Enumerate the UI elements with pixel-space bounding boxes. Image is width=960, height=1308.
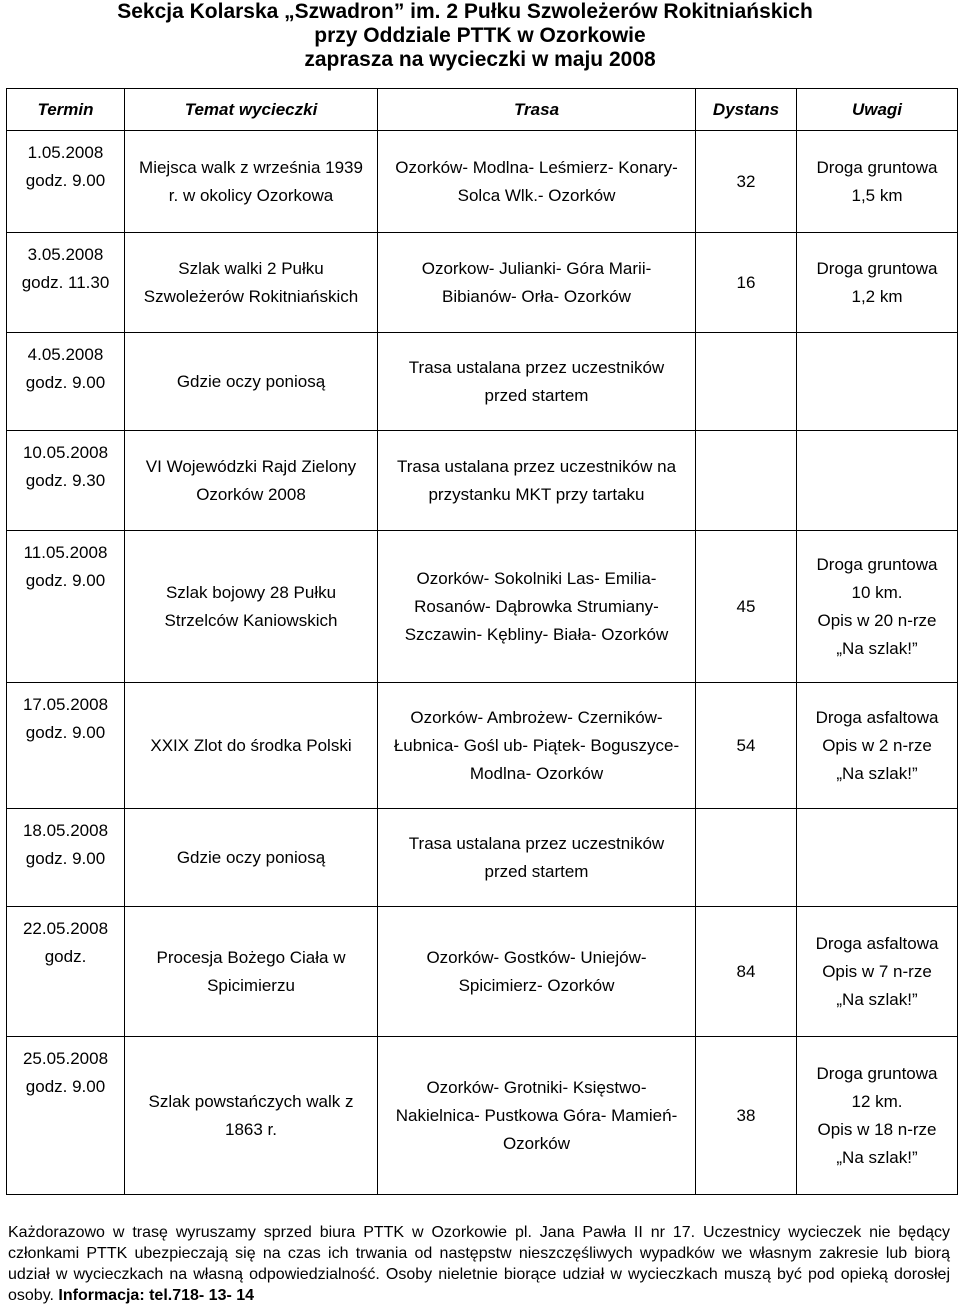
topic-line: Strzelców Kaniowskich: [164, 610, 338, 630]
note-line: Opis w 20 n-rze: [817, 610, 937, 630]
cell-termin: [7, 233, 125, 333]
cell-temat: [125, 809, 378, 907]
trip-time: godz. 9.00: [25, 849, 106, 868]
trip-date: 25.05.2008: [22, 1049, 109, 1068]
trip-date: 4.05.2008: [27, 345, 104, 364]
cell-trasa: [378, 233, 696, 333]
cell-temat: [125, 233, 378, 333]
route-line: Nakielnica- Pustkowa Góra- Mamień-: [395, 1105, 678, 1125]
trip-time: godz. 9.00: [25, 171, 106, 190]
cell-temat: [125, 683, 378, 809]
note-line: Droga gruntowa: [816, 1063, 938, 1083]
note-line: Droga gruntowa: [816, 258, 938, 278]
header-subtitle: przy Oddziale PTTK w Ozorkowie: [314, 24, 646, 47]
cell-uwagi: [797, 683, 958, 809]
cell-uwagi: [797, 233, 958, 333]
footer-contact-info: Informacja: tel.718- 13- 14: [58, 1287, 255, 1304]
cell-trasa: [378, 907, 696, 1037]
trip-date: 18.05.2008: [22, 821, 109, 840]
note-line: 1,2 km: [851, 286, 903, 306]
topic-line: XXIX Zlot do środka Polski: [150, 735, 352, 755]
cell-termin: [7, 907, 125, 1037]
note-line: Opis w 7 n-rze: [822, 961, 932, 981]
column-header-temat: Temat wycieczki: [125, 89, 378, 131]
cell-uwagi: [797, 531, 958, 683]
table-row: [7, 131, 958, 233]
note-line: Droga asfaltowa: [815, 707, 939, 727]
trip-time: godz. 9.00: [25, 723, 106, 742]
header-title: Sekcja Kolarska „Szwadron” im. 2 Pułku Szwoleżerów Rokitniańskich: [117, 0, 813, 23]
column-header-uwagi: Uwagi: [797, 89, 958, 131]
route-line: Ozorkow- Julianki- Góra Marii-: [421, 258, 652, 278]
topic-line: Szlak bojowy 28 Pułku: [165, 582, 337, 602]
route-line: Rosanów- Dąbrowka Strumiany-: [414, 596, 659, 616]
trip-time: godz. 9.30: [25, 471, 106, 490]
cell-dystans: [696, 431, 797, 531]
trips-table: [6, 88, 958, 1195]
trip-date: 17.05.2008: [22, 695, 109, 714]
trips-table-body: [7, 131, 958, 1195]
cell-termin: [7, 809, 125, 907]
cell-trasa: [378, 531, 696, 683]
column-header-trasa: Trasa: [378, 89, 696, 131]
cell-trasa: [378, 683, 696, 809]
table-row: [7, 233, 958, 333]
cell-temat: [125, 907, 378, 1037]
route-line: Modlna- Ozorków: [469, 763, 604, 783]
cell-temat: [125, 531, 378, 683]
cell-termin: [7, 333, 125, 431]
route-line: Łubnica- Gośl ub- Piątek- Boguszyce-: [393, 735, 680, 755]
footer-notice: [8, 1222, 950, 1306]
note-line: 10 km.: [851, 582, 903, 602]
page-header: [0, 0, 960, 72]
cell-termin: [7, 1037, 125, 1195]
cell-temat: [125, 431, 378, 531]
route-line: Ozorków: [502, 1133, 571, 1153]
cell-dystans: 32: [696, 131, 797, 233]
topic-line: r. w okolicy Ozorkowa: [168, 185, 334, 205]
route-line: Ozorków- Gostków- Uniejów-: [426, 947, 647, 967]
note-line: Droga asfaltowa: [815, 933, 939, 953]
trip-date: 3.05.2008: [27, 245, 104, 264]
topic-line: 1863 r.: [225, 1119, 277, 1139]
topic-line: Gdzie oczy poniosą: [176, 847, 326, 867]
table-header-row: [7, 89, 958, 131]
trip-date: 1.05.2008: [27, 143, 104, 162]
note-line: „Na szlak!”: [836, 1147, 918, 1167]
cell-dystans: [696, 809, 797, 907]
table-row: [7, 683, 958, 809]
route-line: Trasa ustalana przez uczestników: [408, 833, 665, 853]
note-line: Droga gruntowa: [816, 157, 938, 177]
cell-temat: [125, 333, 378, 431]
topic-line: Gdzie oczy poniosą: [176, 371, 326, 391]
cell-trasa: [378, 1037, 696, 1195]
note-line: „Na szlak!”: [836, 763, 918, 783]
note-line: 1,5 km: [851, 185, 903, 205]
route-line: przystanku MKT przy tartaku: [428, 484, 645, 504]
cell-uwagi: [797, 1037, 958, 1195]
route-line: Ozorków- Grotniki- Księstwo-: [426, 1077, 647, 1097]
table-row: [7, 809, 958, 907]
table-row: [7, 333, 958, 431]
route-line: Trasa ustalana przez uczestników na: [396, 456, 677, 476]
note-line: „Na szlak!”: [836, 989, 918, 1009]
topic-line: Szlak walki 2 Pułku: [178, 258, 324, 278]
note-line: Droga gruntowa: [816, 554, 938, 574]
cell-dystans: 84: [696, 907, 797, 1037]
trip-time: godz. 9.00: [25, 571, 106, 590]
cell-uwagi: [797, 907, 958, 1037]
cell-dystans: [696, 333, 797, 431]
route-line: Ozorków- Modlna- Leśmierz- Konary-: [395, 157, 678, 177]
cell-trasa: [378, 431, 696, 531]
trip-date: 22.05.2008: [22, 919, 109, 938]
table-row: [7, 431, 958, 531]
cell-termin: [7, 131, 125, 233]
cell-dystans: 16: [696, 233, 797, 333]
route-line: Bibianów- Orła- Ozorków: [442, 286, 631, 306]
topic-line: Ozorków 2008: [196, 484, 306, 504]
trip-time: godz. 9.00: [25, 1077, 106, 1096]
column-header-termin: Termin: [7, 89, 125, 131]
topic-line: Procesja Bożego Ciała w: [156, 947, 346, 967]
note-line: Opis w 2 n-rze: [822, 735, 932, 755]
table-row: [7, 1037, 958, 1195]
cell-termin: [7, 531, 125, 683]
table-row: [7, 531, 958, 683]
column-header-dystans: Dystans: [696, 89, 797, 131]
route-line: Spicimierz- Ozorków: [458, 975, 615, 995]
cell-trasa: [378, 333, 696, 431]
trip-date: 11.05.2008: [23, 543, 108, 562]
topic-line: Miejsca walk z września 1939: [139, 157, 363, 177]
header-invitation: zaprasza na wycieczki w maju 2008: [304, 48, 656, 71]
cell-temat: [125, 1037, 378, 1195]
footer-text: Każdorazowo w trasę wyruszamy sprzed biura PTTK w Ozorkowie pl. Jana Pawła II nr 17. Uczestnicy wycieczek nie będący członkami PTTK ubezpieczają się na czas ich trwania od następstw nieszczęśliwych wypadków we własnym zakresie lub biorą udział w wycieczkach na własną odpowiedzialność. Osoby nieletnie biorące udział w wycieczkach muszą być pod opieką dorosłej osoby.: [8, 1224, 950, 1304]
trip-time: godz. 11.30: [21, 273, 110, 292]
note-line: Opis w 18 n-rze: [817, 1119, 937, 1139]
cell-termin: [7, 683, 125, 809]
cell-uwagi: [797, 809, 958, 907]
cell-uwagi: [797, 431, 958, 531]
route-line: przed startem: [484, 385, 589, 405]
note-line: 12 km.: [851, 1091, 903, 1111]
cell-uwagi: [797, 333, 958, 431]
route-line: Ozorków- Ambrożew- Czerników-: [410, 707, 663, 727]
topic-line: Spicimierzu: [207, 975, 295, 995]
cell-temat: [125, 131, 378, 233]
route-line: przed startem: [484, 861, 589, 881]
cell-dystans: 54: [696, 683, 797, 809]
route-line: Solca Wlk.- Ozorków: [457, 185, 616, 205]
cell-dystans: 45: [696, 531, 797, 683]
topic-line: Szlak powstańczych walk z: [148, 1091, 354, 1111]
topic-line: VI Wojewódzki Rajd Zielony: [145, 456, 357, 476]
trip-date: 10.05.2008: [22, 443, 109, 462]
trip-time: godz.: [44, 947, 87, 966]
route-line: Trasa ustalana przez uczestników: [408, 357, 665, 377]
topic-line: Szwoleżerów Rokitniańskich: [143, 286, 359, 306]
cell-uwagi: [797, 131, 958, 233]
cell-dystans: 38: [696, 1037, 797, 1195]
route-line: Ozorków- Sokolniki Las- Emilia-: [416, 568, 657, 588]
trip-time: godz. 9.00: [25, 373, 106, 392]
cell-trasa: [378, 131, 696, 233]
note-line: „Na szlak!”: [836, 638, 918, 658]
cell-termin: [7, 431, 125, 531]
cell-trasa: [378, 809, 696, 907]
route-line: Szczawin- Kębliny- Biała- Ozorków: [404, 624, 669, 644]
table-row: [7, 907, 958, 1037]
